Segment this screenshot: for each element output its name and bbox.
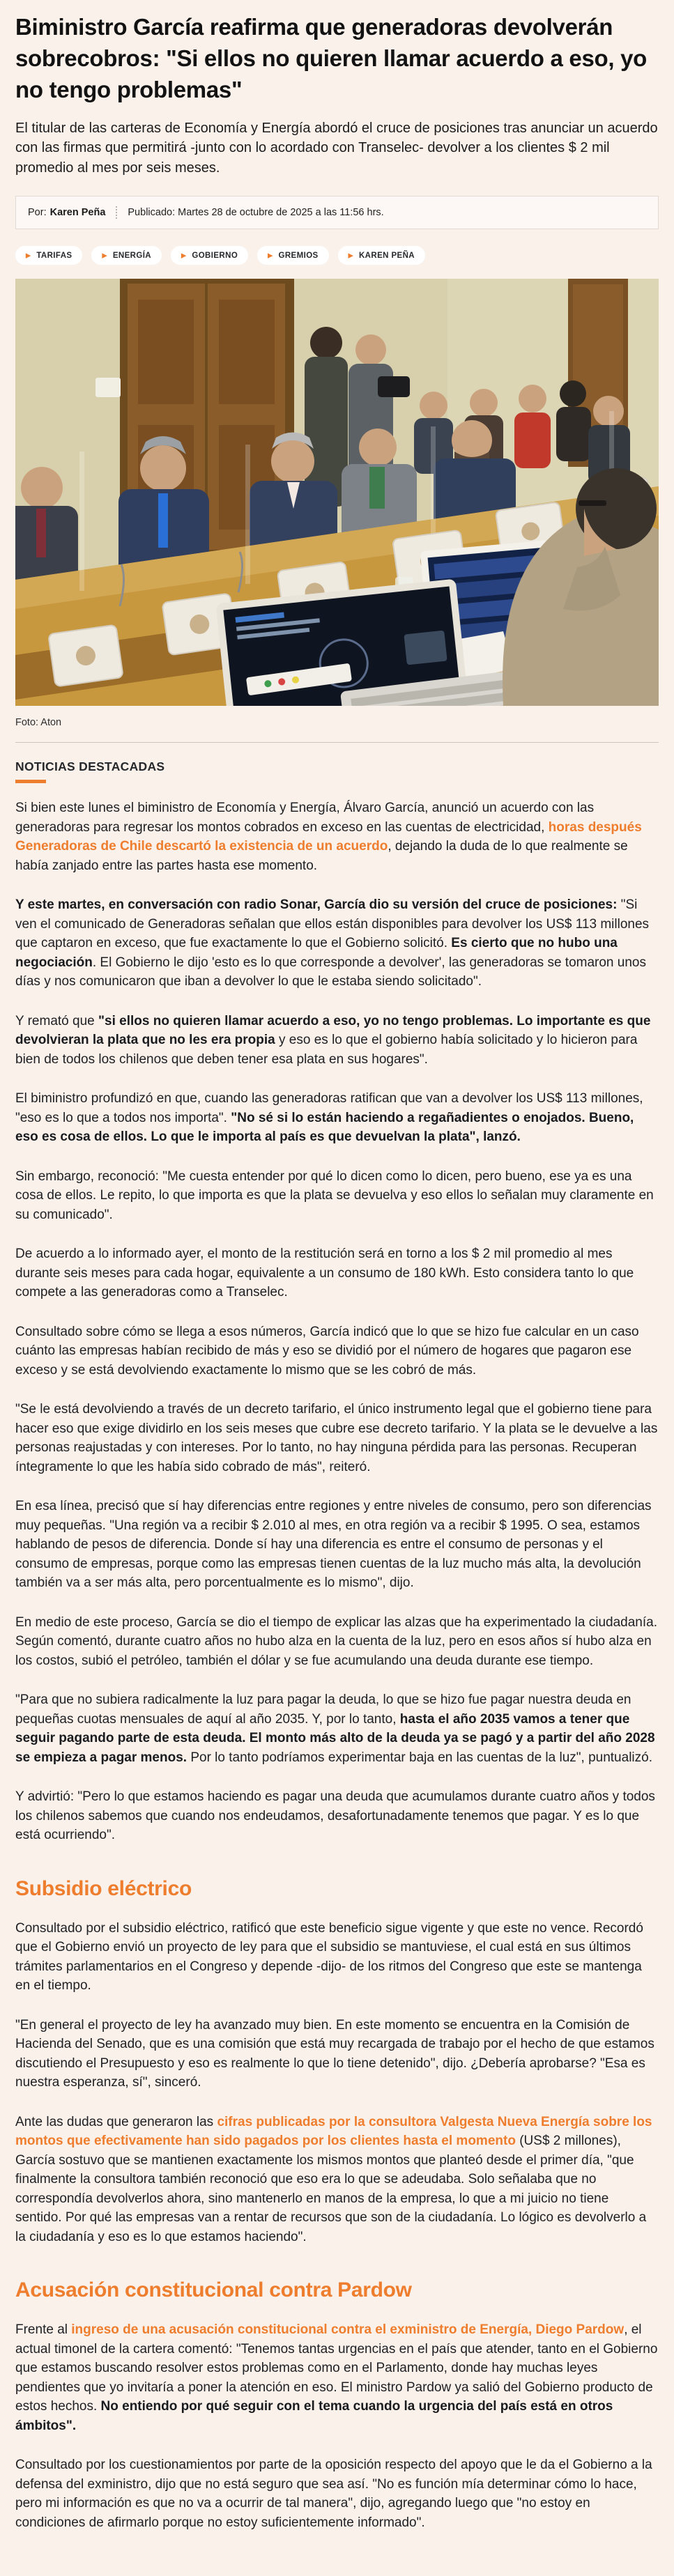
text-run: Si bien este lunes el biministro de Economía y Energía, Álvaro García, anunció un acuerdo con las generadoras para regresar los montos cobrados en exceso en las cuentas de electricidad, bbox=[15, 801, 595, 835]
article-paragraph bbox=[15, 2113, 659, 2247]
text-run: "En general el proyecto de ley ha avanzado muy bien. En este momento se encuentra en la Comisión de Hacienda del Senado, que es una comisión que está muy recargada de trabajo por el hecho de que estamos discutiendo el Presupuesto y eso es realmente lo que lo tiene detenido", dijo. ¿Debería aprobarse? "Esa es nuestra esperanza, sí", sinceró. bbox=[15, 2017, 654, 2090]
bold-text: Y este martes, en conversación con radio Sonar, García dio su versión del cruce de posiciones: bbox=[15, 897, 621, 913]
tag-label: GREMIOS bbox=[278, 252, 319, 261]
tag-pill[interactable] bbox=[257, 246, 328, 265]
tag-pill[interactable] bbox=[15, 246, 82, 265]
text-run: "Se le está devolviendo a través de un decreto tarifario, el único instrumento legal que el gobierno tiene para hacer eso que exige dividirlo en los seis meses que cubre ese decreto tarifario. Y la plata se le devuelve a las personas reajustadas y con intereses. Por lo tanto, no hay ninguna pérdida para las personas. Recuperan íntegramente lo que les había sido cobrado de más", reiteró. bbox=[15, 1402, 658, 1474]
article-photo bbox=[15, 279, 659, 706]
article-title: Biministro García reafirma que generadoras devolverán sobrecobros: "Si ellos no quieren llamar acuerdo a eso, yo no tengo problemas" bbox=[15, 14, 648, 103]
tag-label: ENERGÍA bbox=[112, 252, 152, 261]
byline-box bbox=[15, 196, 659, 229]
article-paragraph bbox=[15, 1322, 659, 1380]
byline-prefix: Por: bbox=[28, 207, 47, 219]
inline-link[interactable]: ingreso de una acusación constitucional contra el exministro de Energía, Diego Pardow bbox=[71, 2322, 625, 2338]
text-run: En medio de este proceso, García se dio el tiempo de explicar las alzas que ha experimentado la ciudadanía. Según comentó, durante cuatro años no hubo alza en la cuenta de la luz, pero en esos años sí hubo alza en los costos, subió el petróleo, también el dólar y se fue acumulando una deuda durante ese tiempo. bbox=[15, 1614, 657, 1668]
article-paragraph bbox=[15, 1787, 659, 1845]
article-paragraph bbox=[15, 895, 659, 992]
text-run: , dejando la duda de lo que realmente se había zanjado entre las partes hasta ese momento. bbox=[15, 839, 628, 873]
text-run: De acuerdo a lo informado ayer, el monto de la restitución será en torno a los $ 2 mil promedio al mes durante seis meses para cada hogar, equivalente a un consumo de 180 kWh. Esto considera tanto lo que compete a las generadoras como a Transelec. bbox=[15, 1247, 634, 1300]
text-run: . El Gobierno le dijo 'esto es lo que corresponde a devolver', las generadoras se tomaron unos días y nos comunicaron que iban a devolver lo que le estaba siendo solicitado". bbox=[15, 955, 646, 989]
article-paragraph bbox=[15, 1089, 659, 1147]
tag-pill[interactable] bbox=[91, 246, 162, 265]
bold-text: Es cierto que no hubo una negociación bbox=[15, 936, 618, 970]
tag-label: GOBIERNO bbox=[192, 252, 238, 261]
text-run: En esa línea, precisó que sí hay diferencias entre regiones y entre niveles de consumo, pero son diferencias muy pequeñas. "Una región va a recibir $ 2.010 al mes, en otra región va a recibir $ 1995. O sea, estamos hablando de pesos de diferencia. Donde sí hay una diferencia es entre el consumo de personas y el consumo de empresas, porque como las empresas tienen cuentas de la luz mucho más alta, la devolución también va a ser más alta, pero porcentualmente es lo mismo", dijo. bbox=[15, 1499, 652, 1591]
article-paragraph bbox=[15, 1690, 659, 1767]
text-run: El biministro profundizó en que, cuando las generadoras ratifican que van a devolver los US$ 113 millones, "eso es lo que a todos nos importa". bbox=[15, 1091, 643, 1125]
tag-arrow-icon: ▶ bbox=[26, 252, 31, 259]
tag-arrow-icon: ▶ bbox=[348, 252, 353, 259]
article-paragraph bbox=[15, 1919, 659, 1996]
text-run: "Si ven el comunicado de Generadoras señalan que ellos están disponibles para devolver los US$ 113 millones que captaron en exceso, que fue exactamente lo que el Gobierno solicitó. bbox=[15, 897, 650, 951]
section-label: NOTICIAS DESTACADAS bbox=[15, 759, 165, 774]
article-paragraph bbox=[15, 2016, 659, 2092]
tag-arrow-icon: ▶ bbox=[102, 252, 107, 259]
text-run: Consultado sobre cómo se llega a esos números, García indicó que lo que se hizo fue calcular en un caso cuánto las empresas habían recibido de más y eso se dividió por el número de hogares que pagaron ese exceso y se está devolviendo exactamente lo mismo que se les cobró de más. bbox=[15, 1324, 639, 1378]
article-paragraph bbox=[15, 1167, 659, 1225]
byline-separator bbox=[116, 206, 117, 219]
section-heading: Subsidio eléctrico bbox=[15, 1876, 192, 1900]
text-run: , el actual timonel de la cartera comentó: "Tenemos tantas urgencias en el país que atender, tanto en el Gobierno que estamos buscando resolver estos problemas como en el Parlamento, donde hay muchas leyes pendientes que yo invitaría a poner la atención en eso. El ministro Pardow ya salió del Gobierno producto de estos hechos. bbox=[15, 2322, 658, 2414]
tag-arrow-icon: ▶ bbox=[268, 252, 273, 259]
author-link[interactable]: Karen Peña bbox=[49, 207, 106, 219]
bold-text: "si ellos no quieren llamar acuerdo a eso, yo no tengo problemas. Lo importante es que devolvieran la plata que no les era propia bbox=[15, 1013, 651, 1048]
article-body bbox=[15, 799, 659, 2532]
tag-pill[interactable] bbox=[171, 246, 248, 265]
article-paragraph bbox=[15, 1613, 659, 1671]
text-run: (US$ 2 millones), García sostuvo que se mantienen exactamente los mismos montos que planteó desde el primer día, "que finalmente la consultora también reconoció que eso era lo que se adeudaba. Solo señalaba que no correspondía devolverlos ahora, sino mantenerlo en manos de la empresa, lo que a mi juicio no tiene sentido. Por qué las empresas van a rentar de recursos que son de la ciudadanía. Lo lógico es devolverlo a la ciudadanía y eso es lo que estamos haciendo". bbox=[15, 2134, 647, 2244]
bold-text: No entiendo por qué seguir con el tema cuando la urgencia del país está en otros ámbitos". bbox=[15, 2399, 613, 2433]
published-date: Publicado: Martes 28 de octubre de 2025 a las 11:56 hrs. bbox=[128, 207, 384, 219]
section-divider bbox=[15, 742, 659, 743]
inline-link[interactable]: cifras publicadas por la consultora Valgesta Nueva Energía sobre los montos que efectivamente han sido pagados por los clientes hasta el momento bbox=[15, 2114, 652, 2149]
text-run: Frente al bbox=[15, 2322, 72, 2338]
inline-link[interactable]: horas después Generadoras de Chile descartó la existencia de un acuerdo bbox=[15, 819, 642, 854]
tags-row bbox=[15, 246, 659, 265]
text-run: Por lo tanto podríamos experimentar baja en las cuentas de la luz", puntualizó. bbox=[187, 1750, 652, 1765]
article-paragraph bbox=[15, 1244, 659, 1302]
text-run: "Para que no subiera radicalmente la luz para pagar la deuda, lo que se hizo fue pagar nuestra deuda en pequeñas cuotas mensuales de aquí al año 2035. Y, por lo tanto, bbox=[15, 1692, 631, 1727]
text-run: Y remató que bbox=[15, 1013, 99, 1028]
tag-label: KAREN PEÑA bbox=[358, 252, 415, 261]
text-run: Sin embargo, reconoció: "Me cuesta entender por qué lo dicen como lo dicen, pero bueno, ese ya es una cosa de ellos. Le repito, lo que importa es que la plata se devuelva y eso ellos lo señalan muy claramente en su comunicado". bbox=[15, 1169, 654, 1222]
article-paragraph bbox=[15, 1497, 659, 1593]
text-run: Consultado por el subsidio eléctrico, ratificó que este beneficio sigue vigente y que este no vence. Recordó que el Gobierno envió un proyecto de ley para que el subsidio se mantuviese, el cual está en sus últimos trámites parlamentarios en el Congreso y depende -dijo- de los ritmos del Congreso que este se mantenga en el tiempo. bbox=[15, 1920, 643, 1993]
photo-caption: Foto: Aton bbox=[15, 717, 62, 729]
bold-text: hasta el año 2035 vamos a tener que seguir pagando parte de esta deuda. El monto más alto de la deuda ya se pagó y a partir del año 2028 se empieza a pagar menos. bbox=[15, 1711, 655, 1765]
bold-text: "No sé si lo están haciendo a regañadientes o enojados. Bueno, eso es cosa de ellos. Lo que le importa al país es que devuelvan la plata", lanzó. bbox=[15, 1110, 634, 1145]
section-heading: Acusación constitucional contra Pardow bbox=[15, 2278, 412, 2302]
text-run: y eso es lo que el gobierno había solicitado y lo hicieron para bien de todos los chilenos que deben tener esa plata en sus hogares". bbox=[15, 1033, 638, 1067]
meeting-room-photo-illustration bbox=[15, 279, 659, 706]
article-paragraph bbox=[15, 799, 659, 875]
text-run: Ante las dudas que generaron las bbox=[15, 2114, 217, 2129]
text-run: Y advirtió: "Pero lo que estamos haciendo es pagar una deuda que acumulamos durante cuatro años y todos los chilenos sabemos que cuando nos endeudamos, desafortunadamente tenemos que pagar. Y es lo que está ocurriendo". bbox=[15, 1789, 655, 1843]
text-run: Consultado por los cuestionamientos por parte de la oposición respecto del apoyo que le da el Gobierno a la defensa del exministro, dijo que no está seguro que sea así. "No es función mía determinar cómo lo hace, pero mi información es que no va a ocurrir de tal manera", dijo, agregando luego que "no estoy en condiciones de afirmarlo porque no estoy suficientemente informado". bbox=[15, 2458, 652, 2530]
tag-pill[interactable] bbox=[338, 246, 425, 265]
section-label-underline bbox=[15, 780, 46, 783]
tag-arrow-icon: ▶ bbox=[181, 252, 187, 259]
article-lead: El titular de las carteras de Economía y Energía abordó el cruce de posiciones tras anunciar un acuerdo con las firmas que permitirá -junto con lo acordado con Transelec- devolver a los clientes $ 2 mil promedio al mes por seis meses. bbox=[15, 120, 658, 176]
tag-label: TARIFAS bbox=[36, 252, 72, 261]
article-paragraph bbox=[15, 2320, 659, 2435]
article-paragraph bbox=[15, 2455, 659, 2532]
article-paragraph bbox=[15, 1012, 659, 1070]
article-paragraph bbox=[15, 1400, 659, 1476]
